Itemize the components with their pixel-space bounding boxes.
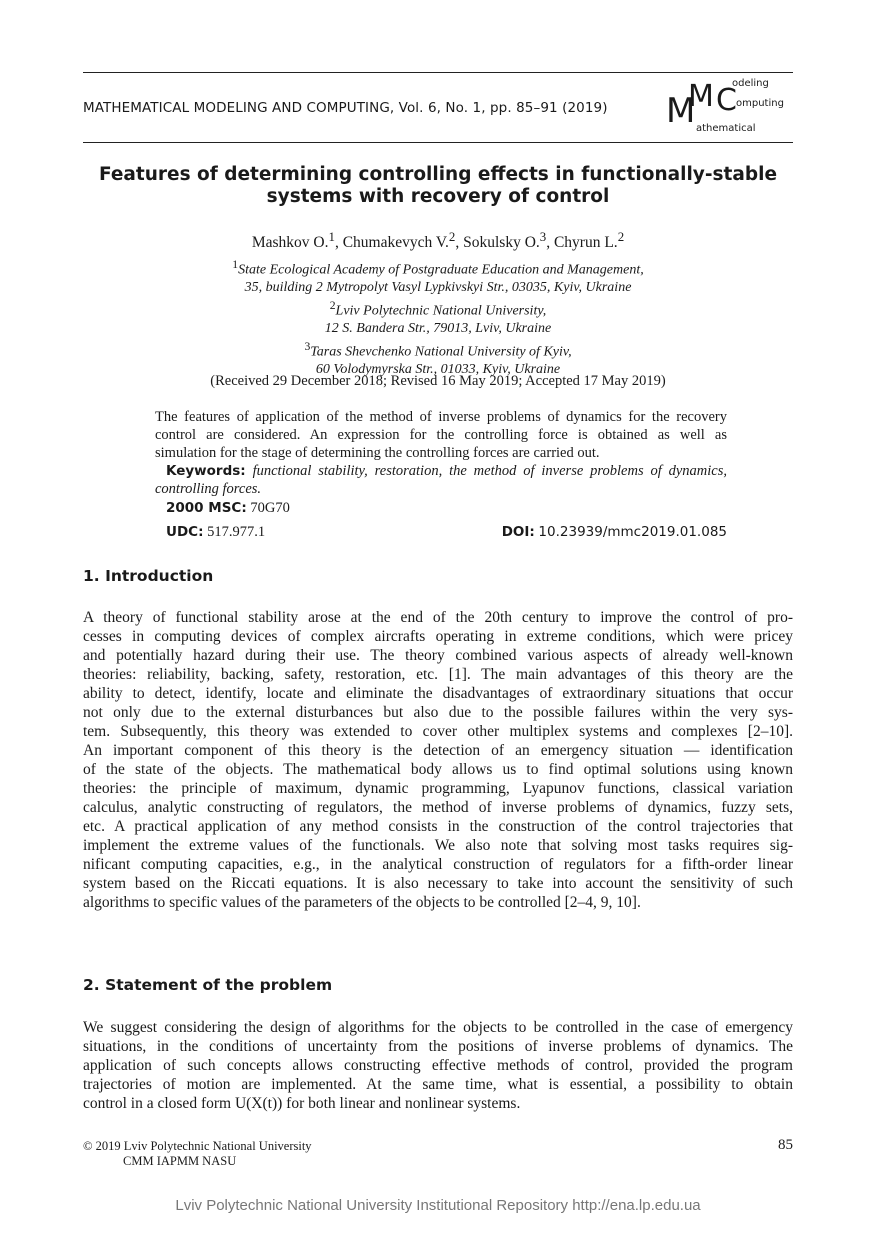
problem-paragraph — [83, 1018, 793, 1113]
author: , Sokulsky O. — [455, 234, 540, 252]
keywords-text: controlling forces. — [155, 481, 262, 497]
author: Mashkov O. — [251, 234, 329, 252]
logo-letter: C — [716, 83, 737, 118]
affiliation-line — [83, 256, 793, 279]
affiliations — [83, 256, 793, 379]
msc-code — [166, 500, 290, 517]
authors — [83, 229, 793, 252]
affil-mark: 1 — [232, 258, 239, 271]
doi-link[interactable]: 10.23939/mmc2019.01.085 — [538, 524, 727, 540]
affil-mark: 3 — [304, 339, 311, 353]
paper-title — [83, 164, 793, 208]
text-line: A theory of functional stability arose at the end of the 20th century to improve the control of pro- — [83, 609, 793, 626]
affil-mark: 1 — [328, 229, 335, 244]
footer-copyright — [83, 1139, 312, 1169]
logo-text: omputing — [736, 98, 784, 109]
doi-label: DOI: — [501, 524, 535, 540]
copyright-text: © 2019 Lviv Polytechnic National University — [83, 1139, 312, 1153]
affiliation-text: Lviv Polytechnic National University, — [335, 303, 547, 319]
text-line: of the state of the objects. The mathematical body allows us to find optimal solutions using known — [83, 761, 793, 778]
text-line: etc. A practical application of any method consists in the construction of the control trajectories that — [83, 818, 793, 835]
text-line: tem. Subsequently, this theory was extended to cover other multiplex systems and complexes [2–10]. — [83, 723, 793, 740]
keywords — [155, 462, 727, 498]
udc-label: UDC: — [166, 524, 204, 540]
text-line: system based on the Riccati equations. It is also necessary to take into account the sensitivity of such — [83, 875, 793, 892]
author: , Chumakevych V. — [334, 234, 449, 252]
logo-text: athematical — [696, 123, 756, 134]
msc-label: 2000 MSC: — [166, 500, 247, 516]
header-bottom-rule — [83, 142, 793, 143]
keywords-text: functional stability, restoration, the method of inverse problems of dynamics, — [252, 463, 728, 479]
udc-value: 517.977.1 — [207, 524, 266, 540]
affiliation-line — [83, 297, 793, 320]
text-line: algorithms to specific values of the parameters of the objects to be controlled [2–4, 9, 10]. — [83, 894, 641, 911]
affiliation-text: 35, building 2 Mytropolyt Vasyl Lypkivskyi Str., 03035, Kyiv, Ukraine — [244, 280, 632, 296]
text-line: control in a closed form U(X(t)) for both linear and nonlinear systems. — [83, 1095, 521, 1112]
affiliation-text: 60 Volodymyrska Str., 01033, Kyiv, Ukraine — [315, 361, 561, 377]
affiliation-text: 12 S. Bandera Str., 79013, Lviv, Ukraine — [324, 321, 552, 337]
text-line: cesses in computing devices of complex aircrafts operating in extreme conditions, which were pricey — [83, 628, 793, 645]
text-line: implement the extreme values of the functionals. We also note that solving most tasks requires sig- — [83, 837, 793, 854]
logo-letter: M — [688, 79, 714, 114]
affil-mark: 2 — [617, 229, 625, 244]
affiliation-line — [83, 338, 793, 361]
title-line: Features of determining controlling effects in functionally-stable — [98, 164, 778, 185]
mmc-logo — [666, 78, 796, 138]
affil-mark: 2 — [448, 229, 456, 244]
affiliation-line — [83, 279, 793, 297]
affil-mark: 3 — [539, 229, 547, 244]
text-line: theories: reliability, backing, safety, restoration, etc. [1]. The main advantages of this theory are the — [83, 666, 793, 683]
msc-value: 70G70 — [250, 500, 290, 516]
title-line: systems with recovery of control — [266, 186, 610, 207]
introduction-paragraph — [83, 608, 793, 912]
udc-code — [166, 524, 265, 541]
text-line: We suggest considering the design of algorithms for the objects to be controlled in the case of emergency — [83, 1019, 793, 1036]
affiliation-text: State Ecological Academy of Postgraduate Education and Management, — [238, 262, 644, 278]
header-top-rule — [83, 72, 793, 73]
abstract-line: simulation for the stage of determining the controlling forces are carried out. — [155, 445, 600, 461]
text-line: and potentially hazard during their use. The theory combined various aspects of already well-known — [83, 647, 793, 664]
abstract-line: The features of application of the method of inverse problems of dynamics for the recovery — [155, 409, 727, 425]
text-line: application of such concepts allows constructing effective methods of control, provided the program — [83, 1057, 793, 1074]
text-line: theories: the principle of maximum, dynamic programming, Lyapunov functions, classical variation — [83, 780, 793, 797]
logo-letter: M — [666, 91, 696, 131]
text-line: An important component of this theory is the detection of an emergency situation — identification — [83, 742, 793, 759]
logo-text: odeling — [732, 78, 769, 89]
journal-header: MATHEMATICAL MODELING AND COMPUTING, Vol. 6, No. 1, pp. 85–91 (2019) — [83, 100, 608, 116]
page-number: 85 — [778, 1137, 793, 1153]
text-line: trajectories of motion are implemented. At the same time, what is essential, a possibility to obtain — [83, 1076, 793, 1093]
repository-watermark[interactable]: Lviv Polytechnic National University Institutional Repository http://ena.lp.edu.ua — [175, 1197, 701, 1214]
abstract — [155, 408, 727, 462]
text-line: situations, in the conditions of uncertainty from the positions of inverse problems of dynamics. The — [83, 1038, 793, 1055]
text-line: ability to detect, identify, locate and eliminate the disadvantages of extraordinary situations that occur — [83, 685, 793, 702]
text-line: not only due to the external disturbances but also due to the possible failures within the very sys- — [83, 704, 793, 721]
affiliation-line — [83, 320, 793, 338]
received-dates: (Received 29 December 2018; Revised 16 May 2019; Accepted 17 May 2019) — [210, 373, 666, 389]
org-text: CMM IAPMM NASU — [123, 1154, 237, 1168]
abstract-line: control are considered. An expression for the controlling force is obtained as well as — [155, 427, 727, 443]
text-line: nificant computing capacities, e.g., in the analytical construction of regulators for a fifth-order linear — [83, 856, 793, 873]
keywords-label: Keywords: — [166, 463, 246, 479]
affiliation-text: Taras Shevchenko National University of Kyiv, — [310, 344, 572, 360]
affil-mark: 2 — [329, 298, 336, 312]
author: , Chyrun L. — [546, 234, 618, 252]
text-line: calculus, analytic constructing of regulators, the method of inverse problems of dynamics, fuzzy sets, — [83, 799, 793, 816]
section-heading: 2. Statement of the problem — [83, 976, 333, 994]
section-heading: 1. Introduction — [83, 567, 214, 585]
doi — [502, 524, 727, 541]
